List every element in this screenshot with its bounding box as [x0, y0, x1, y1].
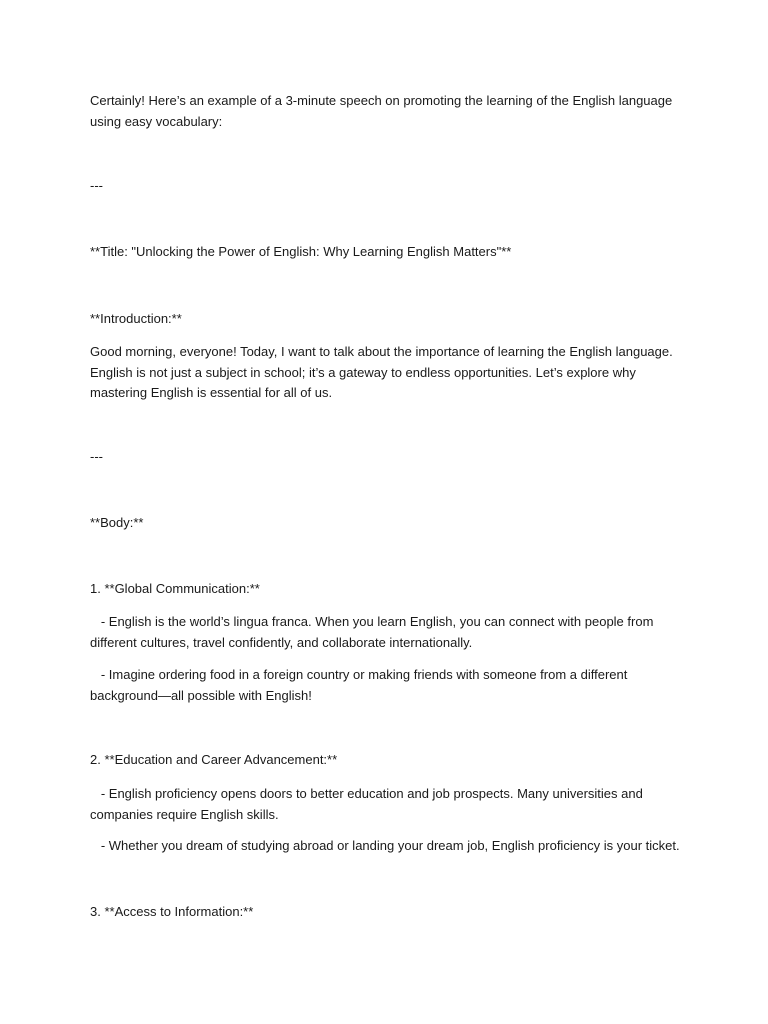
intro-sentence: Certainly! Here’s an example of a 3-minute speech on promoting the learning of the English language using easy vocabulary: — [90, 93, 676, 129]
bullet-point: - English is the world’s lingua franca. When you learn English, you can connect with people from different cultures, travel confidently, and collaborate internationally. — [90, 614, 658, 650]
introduction-paragraph: Good morning, everyone! Today, I want to talk about the importance of learning the English language. English is not just a subject in school; it’s a gateway to endless opportunities. Let’s explore why mastering English is essential for all of us. — [90, 344, 677, 400]
speech-title: **Title: "Unlocking the Power of English: Why Learning English Matters"** — [90, 244, 512, 259]
section-heading-global-communication: 1. **Global Communication:** — [90, 581, 260, 596]
bullet-point: - Whether you dream of studying abroad or landing your dream job, English proficiency is your ticket. — [90, 838, 680, 853]
separator: --- — [90, 449, 103, 464]
bullet-point: - Imagine ordering food in a foreign country or making friends with someone from a different background—all possible with English! — [90, 667, 632, 703]
separator: --- — [90, 178, 103, 193]
section-heading-access-information: 3. **Access to Information:** — [90, 904, 254, 919]
body-heading: **Body:** — [90, 515, 144, 530]
bullet-point: - English proficiency opens doors to better education and job prospects. Many universities and companies require English skills. — [90, 786, 647, 822]
section-heading-education-career: 2. **Education and Career Advancement:** — [90, 752, 338, 767]
introduction-heading: **Introduction:** — [90, 311, 182, 326]
